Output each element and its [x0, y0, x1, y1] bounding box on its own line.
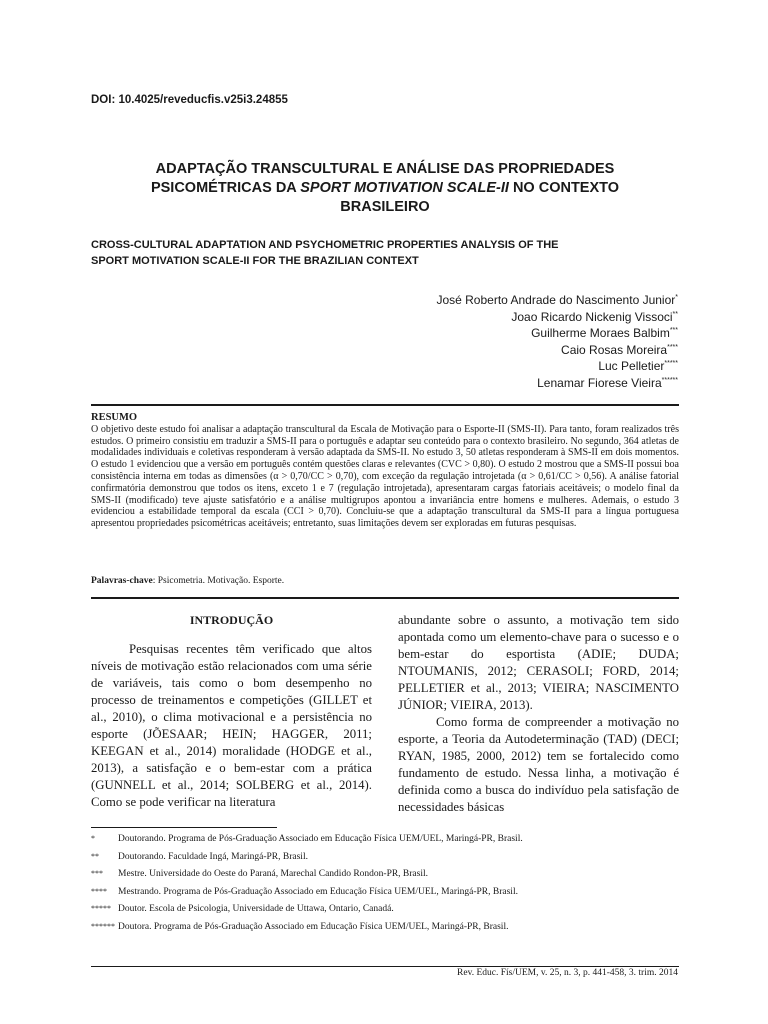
- footnote-mark: ******: [91, 921, 115, 931]
- abstract: [91, 412, 679, 530]
- abstract-heading: RESUMO: [91, 412, 138, 423]
- author-mark: ***: [669, 327, 678, 335]
- title-line-2: [80, 179, 690, 198]
- author-mark: *: [675, 294, 678, 301]
- author-name: Lenamar Fiorese Vieira: [537, 375, 662, 390]
- keywords-text: : Psicometria. Motivação. Esporte.: [152, 576, 285, 586]
- author: [436, 358, 678, 375]
- footnote-mark: *****: [91, 904, 111, 914]
- author-name: Caio Rosas Moreira: [561, 342, 668, 357]
- author: [436, 292, 678, 309]
- footnote-mark: *: [91, 834, 95, 843]
- footnote: [91, 869, 691, 887]
- running-footer: Rev. Educ. Fís/UEM, v. 25, n. 3, p. 441-458, 3. trim. 2014: [457, 968, 678, 978]
- footnote: [91, 852, 691, 870]
- footnotes: [91, 834, 691, 940]
- footnote-mark: ***: [91, 869, 103, 879]
- footer-rule: [91, 966, 679, 967]
- keywords-label: Palavras-chave: [91, 576, 153, 586]
- abstract-top-rule: [91, 404, 679, 406]
- footnote: [91, 922, 691, 940]
- abstract-bottom-rule: [91, 597, 679, 599]
- author: [436, 342, 678, 359]
- doi: DOI: 10.4025/reveducfis.v25i3.24855: [91, 94, 288, 106]
- author-mark: *****: [664, 360, 678, 368]
- author-mark: **: [672, 310, 678, 318]
- author-name: José Roberto Andrade do Nascimento Junior: [436, 293, 676, 307]
- abstract-text: O objetivo deste estudo foi analisar a adaptação transcultural da Escala de Motivação para o Esporte-II (SMS-II). Para tanto, foram realizados três estudos. O primeiro consistiu em traduzir a SMS-II para o português e adaptar seu conteúdo para o contexto brasileiro. No segundo, 364 atletas de modalidades individuais e coletivas responderam à versão adaptada da SMS-II. No estudo 3, 50 atletas responderam à SMS-II em dois momentos. O estudo 1 evidenciou que a versão em português contém questões claras e relevantes (CVC > 0,80). O estudo 2 mostrou que a SMS-II possui boa consistência interna em todas as dimensões (α > 0,70/CC > 0,70), com exceção da regulação introjetada (α > 0,61/CC > 0,56). A análise fatorial confirmatória demonstrou que todos os itens, exceto 1 e 7 (regulação introjetada), apresentaram cargas fatoriais aceitáveis; o modelo final da SMS-II (modificado) teve ajuste satisfatório e a análise multigrupos apontou a invariância entre homens e mulheres. Ademais, o estudo 3 evidenciou a estabilidade temporal da escala (CCI > 0,70). Concluiu-se que a adaptação transcultural da SMS-II para a língua portuguesa apresentou propriedades psicométricas aceitáveis; entretanto, suas limitações devem ser exploradas em futuras pesquisas.: [91, 423, 679, 530]
- footnote-text: Mestre. Universidade do Oeste do Paraná, Marechal Candido Rondon-PR, Brasil.: [118, 869, 429, 880]
- footnote-text: Doutorando. Programa de Pós-Graduação Associado em Educação Física UEM/UEL, Maringá-PR, Brasil.: [118, 834, 523, 844]
- author-name: Guilherme Moraes Balbim: [531, 326, 670, 341]
- title-line-2-italic: SPORT MOTIVATION SCALE-II: [300, 180, 509, 196]
- paragraph: Pesquisas recentes têm verificado que altos níveis de motivação estão relacionados com uma série de variáveis, tais como o bom desempenho no processo de treinamentos e competições (GILLET et al., 2010), o clima motivacional e a persistência no esporte (JÕESAAR; HEIN; HAGGER, 2011; KEEGAN et al., 2014) moralidade (HODGE et al., 2013), a satisfação e o bem-estar com a prática (GUNNELL et al., 2014; SOLBERG et al., 2014). Como se pode verificar na literatura: [91, 642, 372, 809]
- title-line-2-post: NO CONTEXTO: [508, 180, 620, 196]
- author-mark: ****: [667, 343, 678, 351]
- keywords: [91, 576, 679, 586]
- footnote: [91, 834, 691, 852]
- footnote-rule: [91, 827, 277, 828]
- title-line-2-pre: PSICOMÉTRICAS DA: [150, 180, 301, 196]
- footnote: [91, 887, 691, 905]
- title-en-line-2: SPORT MOTIVATION SCALE-II FOR THE BRAZILIAN CONTEXT: [91, 255, 419, 267]
- footnote-text: Mestrando. Programa de Pós-Graduação Associado em Educação Física UEM/UEL, Maringá-PR, Brasil.: [118, 886, 518, 897]
- author: [436, 375, 678, 392]
- body-column-left: [91, 612, 372, 811]
- author-list: [436, 292, 678, 392]
- title-portuguese: [80, 160, 690, 217]
- author-name: Joao Ricardo Nickenig Vissoci: [511, 309, 673, 324]
- author: [436, 325, 678, 342]
- body-column-right: [398, 612, 679, 816]
- footnote-mark: **: [91, 851, 99, 861]
- paragraph: abundante sobre o assunto, a motivação tem sido apontada como um elemento-chave para o sucesso e o bem-estar do esportista (ADIE; DUDA; NTOUMANIS, 2012; CERASOLI; FORD, 2014; PELLETIER et al., 2013; VIEIRA; NASCIMENTO JÚNIOR; VIEIRA, 2013).: [398, 613, 679, 712]
- author-name: Luc Pelletier: [598, 359, 665, 374]
- title-line-3: BRASILEIRO: [340, 199, 430, 215]
- author: [436, 309, 678, 326]
- paragraph: Como forma de compreender a motivação no esporte, a Teoria da Autodeterminação (TAD) (DECI; RYAN, 1985, 2000, 2012) tem se fortalecido como fundamento de estudo. Nessa linha, a motivação é definida como a busca do indivíduo pela satisfação de necessidades básicas: [398, 715, 679, 814]
- title-english: [91, 237, 691, 269]
- footnote-text: Doutor. Escola de Psicologia, Universidade de Uttawa, Ontario, Canadá.: [118, 904, 394, 915]
- title-en-line-1: CROSS-CULTURAL ADAPTATION AND PSYCHOMETRIC PROPERTIES ANALYSIS OF THE: [91, 239, 559, 251]
- footnote: [91, 904, 691, 922]
- author-mark: ******: [661, 376, 678, 384]
- title-line-1: ADAPTAÇÃO TRANSCULTURAL E ANÁLISE DAS PROPRIEDADES: [155, 161, 615, 177]
- section-heading-introduction: INTRODUÇÃO: [189, 613, 274, 627]
- footnote-text: Doutorando. Faculdade Ingá, Maringá-PR, Brasil.: [118, 851, 308, 862]
- footnote-text: Doutora. Programa de Pós-Graduação Associado em Educação Física UEM/UEL, Maringá-PR, Brasil.: [118, 921, 509, 932]
- footnote-mark: ****: [91, 886, 107, 896]
